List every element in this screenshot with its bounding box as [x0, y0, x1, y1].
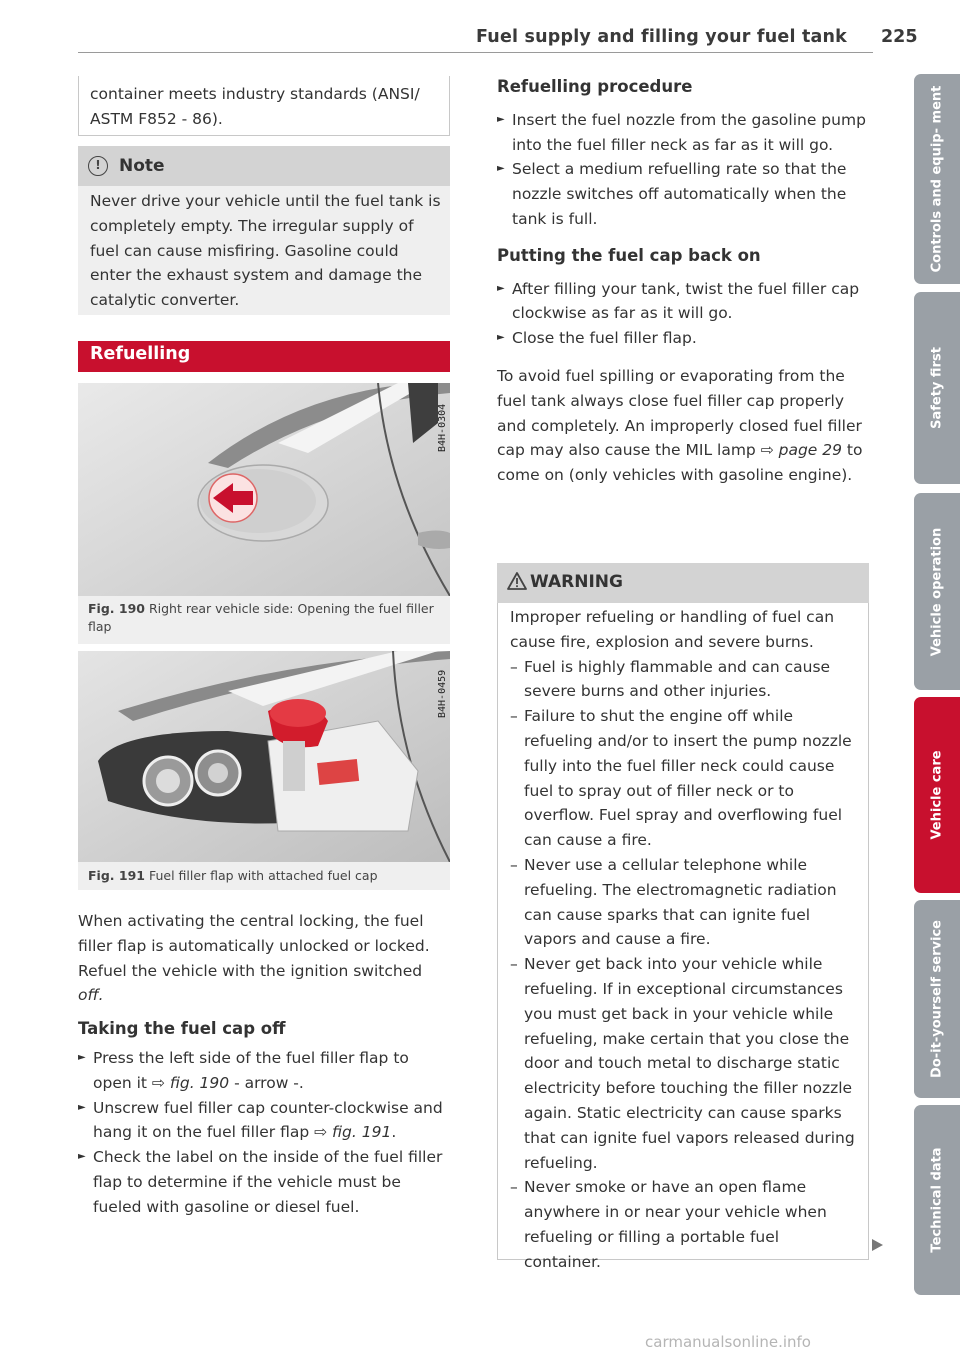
figure-191-image — [78, 651, 450, 862]
tab-do-it-yourself-service[interactable] — [914, 900, 960, 1098]
putting-step-2-text: Close the fuel filler flap. — [512, 329, 697, 348]
figure-190-caption — [88, 600, 443, 636]
continue-arrow-icon — [872, 1239, 883, 1251]
tab-label: Controls and equip- ment — [929, 85, 945, 273]
watermark-text: carmanualsonline.info — [645, 1333, 811, 1351]
section-title-refuelling: Refuelling — [90, 344, 191, 364]
list-item — [497, 157, 869, 231]
exclamation-circle-icon: ! — [88, 156, 108, 176]
tab-safety-first[interactable] — [914, 292, 960, 484]
list-item: – Never use a cellular telephone while refueling. The electromagnetic radiation can cause sparks that can ignite fuel vapors and cause a fire. — [510, 853, 858, 952]
tab-label: Vehicle care — [929, 750, 945, 840]
figure-190-caption-text: Right rear vehicle side: Opening the fuel filler flap — [88, 601, 434, 634]
taking-step-1-text: Press the left side of the fuel filler flap to open it — [93, 1048, 409, 1092]
fig-190-reference-link[interactable]: ⇨ fig. 190 — [151, 1073, 230, 1092]
page-29-reference-link[interactable]: ⇨ page 29 — [760, 441, 842, 460]
tab-technical-data[interactable] — [914, 1105, 960, 1295]
figure-191-caption — [88, 867, 443, 885]
list-item — [78, 1096, 450, 1146]
refuelling-procedure-heading: Refuelling procedure — [497, 77, 693, 96]
intro-text: When activating the central locking, the fuel filler flap is automatically unlocked or locked. Refuel the vehicle with the ignition switched — [78, 912, 430, 980]
tab-vehicle-operation[interactable] — [914, 493, 960, 690]
intro-paragraph — [78, 909, 450, 1008]
list-item — [78, 1145, 450, 1219]
figure-190-code: B4H-0304 — [437, 403, 448, 452]
note-title: Note — [119, 156, 165, 176]
tab-label: Safety first — [929, 347, 945, 429]
putting-cap-back-heading: Putting the fuel cap back on — [497, 245, 761, 265]
tab-controls-and-equipment[interactable] — [914, 74, 960, 284]
running-header-title: Fuel supply and filling your fuel tank — [476, 27, 848, 47]
warning-triangle-icon — [507, 572, 527, 590]
list-item — [497, 277, 869, 327]
page-number: 225 — [881, 27, 918, 47]
tab-label: Vehicle operation — [929, 527, 945, 656]
fuel-flap-open-illustration — [78, 651, 450, 862]
tab-vehicle-care[interactable] — [914, 697, 960, 893]
figure-190-label: Fig. 190 — [88, 601, 145, 616]
taking-step-3-text: Check the label on the inside of the fuel filler flap to determine if the vehicle must be fueled with gasoline or diesel fuel. — [93, 1148, 443, 1216]
fig-191-reference-link[interactable]: ⇨ fig. 191 — [314, 1123, 392, 1142]
note-text: Never drive your vehicle until the fuel tank is completely empty. The irregular supply of fuel can cause misfiring. Gasoline could enter the exhaust system and damage the catalytic converter. — [90, 192, 441, 310]
taking-step-2-suffix: . — [391, 1123, 397, 1142]
list-item: – Fuel is highly flammable and can cause severe burns and other injuries. — [510, 655, 858, 705]
taking-step-2-text: Unscrew fuel filler cap counter-clockwise and hang it on the fuel filler flap — [93, 1098, 443, 1142]
tab-label: Technical data — [929, 1147, 945, 1253]
figure-191-code: B4H-0459 — [437, 669, 448, 718]
right-body-text — [497, 75, 869, 488]
taking-step-1-suffix: - arrow -. — [229, 1073, 304, 1092]
list-item — [497, 326, 869, 351]
container-standard-text: container meets industry standards (ANSI/ ASTM F852 - 86). — [90, 85, 420, 128]
fuel-cap-paragraph — [497, 364, 869, 488]
list-item — [497, 108, 869, 158]
procedure-step-1-text: Insert the fuel nozzle from the gasoline pump into the fuel filler neck as far as it will go. — [512, 110, 866, 154]
header-divider — [78, 52, 873, 53]
warning-title: WARNING — [530, 572, 623, 592]
left-body-text — [78, 909, 450, 1220]
procedure-step-2-text: Select a medium refuelling rate so that the nozzle switches off automatically when the tank is full. — [512, 160, 847, 228]
putting-step-1-text: After filling your tank, twist the fuel filler cap clockwise as far as it will go. — [512, 279, 860, 323]
warning-intro: Improper refueling or handling of fuel can cause fire, explosion and severe burns. — [510, 608, 835, 651]
taking-cap-off-heading: Taking the fuel cap off — [78, 1019, 286, 1039]
tab-label: Do-it-yourself service — [929, 920, 945, 1078]
figure-191-caption-text: Fuel filler flap with attached fuel cap — [148, 868, 378, 883]
list-item: – Failure to shut the engine off while refueling and/or to insert the pump nozzle fully into the fuel filler neck could cause fuel to spray out of filler neck or to overflow. Fuel spray and overflowing fuel can cause a fire. — [510, 704, 858, 853]
warning-text — [510, 605, 858, 1275]
fuel-cap-paragraph-suffix: to come on (only vehicles with gasoline engine). — [497, 441, 863, 485]
list-item: – Never get back into your vehicle while refueling. If in exceptional circumstances you must get back in your vehicle while refueling, make certain that you close the door and touch metal to discharge static electricity before touching the filler nozzle again. Static electricity can cause sparks that can ignite fuel vapors released during refueling. — [510, 952, 858, 1175]
list-item: – Never smoke or have an open flame anywhere in or near your vehicle when refueling or filling a portable fuel container. — [510, 1175, 858, 1274]
list-item — [78, 1046, 450, 1096]
fuel-cap-paragraph-text: To avoid fuel spilling or evaporating from the fuel tank always close fuel filler cap properly and completely. An improperly closed fuel filler cap may also cause the MIL lamp — [497, 366, 862, 460]
fuel-flap-closed-illustration — [78, 383, 450, 596]
figure-191-label: Fig. 191 — [88, 868, 145, 883]
intro-off-emphasis: off. — [78, 986, 104, 1005]
figure-190-image — [78, 383, 450, 596]
